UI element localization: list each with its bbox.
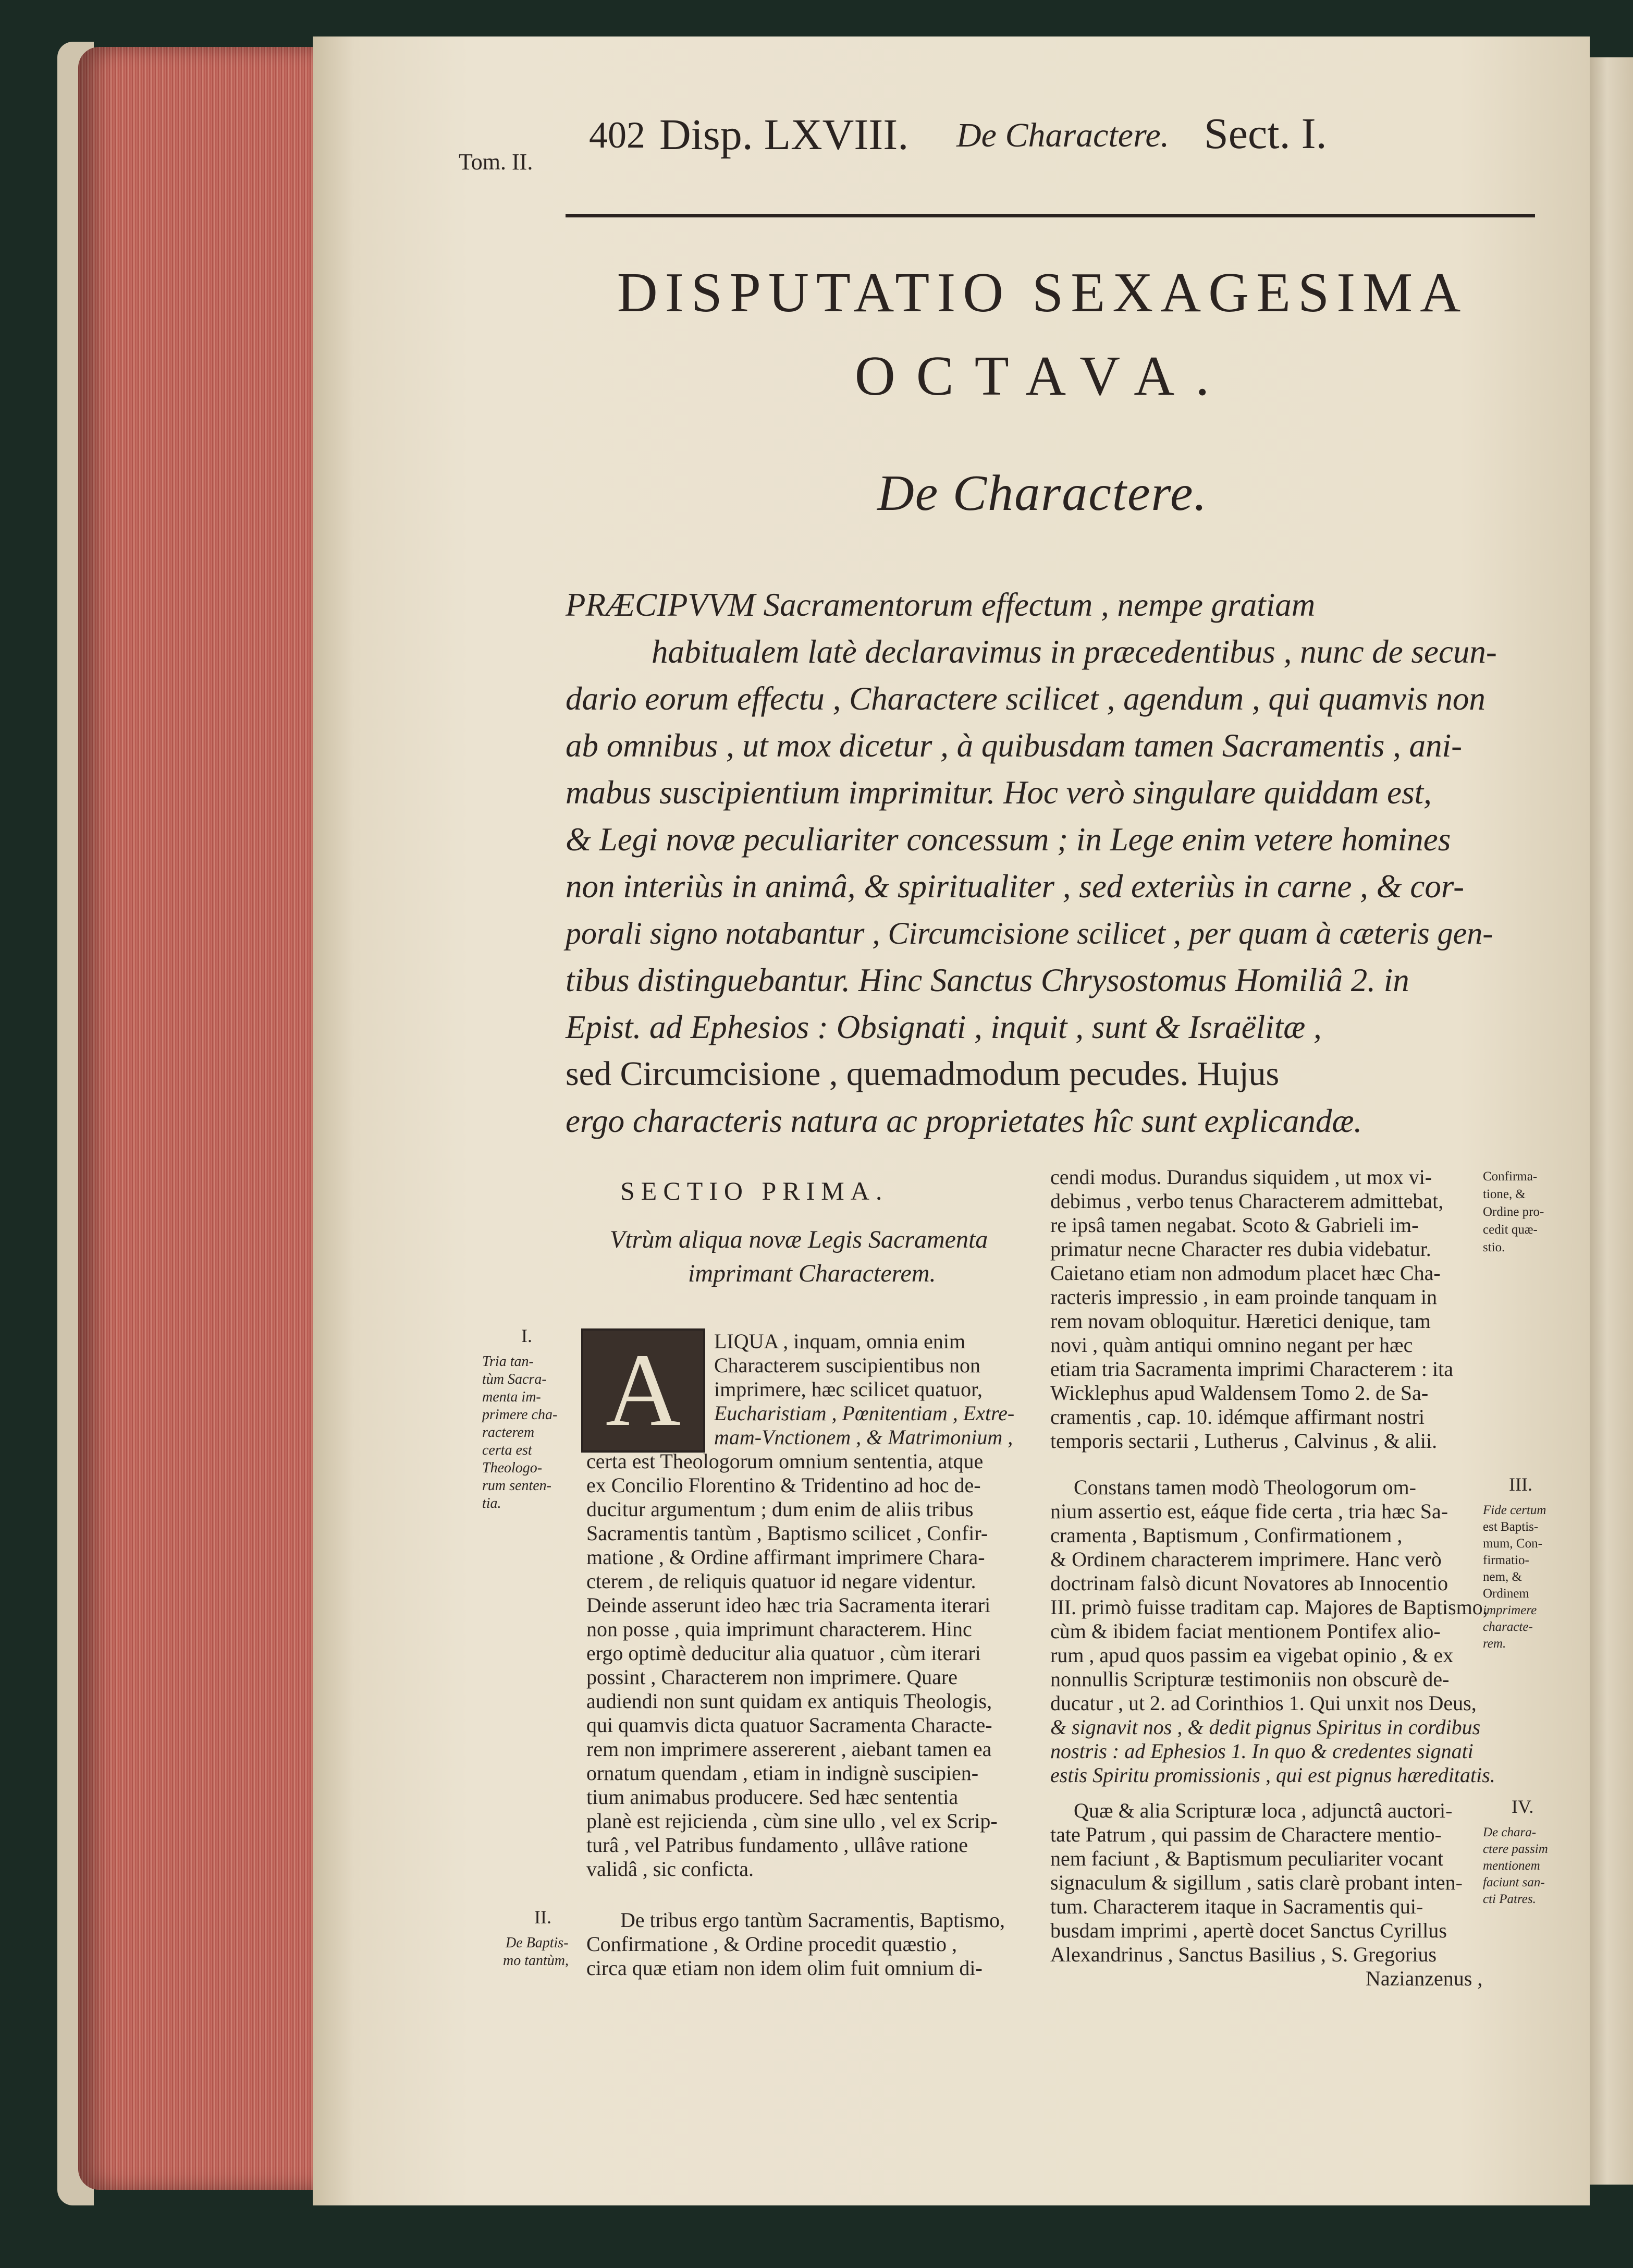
margin-note-line: Fide certum <box>1483 1503 1546 1517</box>
left-col-line: ergo optimè deducitur alia quatuor , cùm iterari <box>586 1641 981 1665</box>
header-topic: De Charactere. <box>956 116 1170 154</box>
disputation-title-line1: DISPUTATIO SEXAGESIMA <box>617 262 1468 324</box>
intro-line: ergo characteris natura ac proprietates hîc sunt explicandæ. <box>566 1103 1362 1139</box>
right-col-line: rum , apud quos passim ea vigebat opinio , & ex <box>1050 1643 1454 1667</box>
header-section: Sect. I. <box>1204 109 1327 158</box>
right-col-line: etiam tria Sacramenta imprimi Characterem : ita <box>1050 1357 1454 1381</box>
margin-note-line: characte- <box>1483 1620 1533 1634</box>
margin-note-line: mum, Con- <box>1483 1537 1542 1551</box>
right-col-line: doctrinam falsò dicunt Novatores ab Innocentio <box>1050 1571 1448 1595</box>
right-col-line: busdam imprimi , apertè docet Sanctus Cyrillus <box>1050 1919 1447 1942</box>
right-col-line: cramenta , Baptismum , Confirmationem , <box>1050 1523 1403 1547</box>
margin-number: III. <box>1509 1474 1532 1495</box>
margin-note-line: Tria tan- <box>482 1354 534 1370</box>
intro-line: Epist. ad Ephesios : Obsignati , inquit , sunt & Israëlitæ , <box>566 1009 1322 1045</box>
left-col-line: possint , Characterem non imprimere. Quare <box>586 1665 957 1689</box>
decorated-initial <box>581 1328 705 1453</box>
right-col-line: Quæ & alia Scripturæ loca , adjunctâ auctori- <box>1074 1799 1453 1822</box>
right-col-line: Wicklephus apud Waldensem Tomo 2. de Sa- <box>1050 1381 1429 1405</box>
margin-note-line: mentionem <box>1483 1859 1540 1873</box>
header-page-number: 402 <box>589 114 645 156</box>
intro-line: dario eorum effectu , Charactere scilicet , agendum , qui quamvis non <box>566 680 1485 717</box>
right-col-line: nonnullis Scripturæ testimoniis non obscurè de- <box>1050 1667 1450 1691</box>
margin-note-line: tia. <box>482 1495 501 1511</box>
section-question-line2: imprimant Characterem. <box>688 1260 936 1287</box>
left-col-line: non posse , quia imprimunt characterem. Hinc <box>586 1617 972 1641</box>
right-col-line: re ipsâ tamen negabat. Scoto & Gabrieli im- <box>1050 1213 1419 1237</box>
margin-note-line: Ordinem <box>1483 1587 1529 1601</box>
facing-page-edge <box>1590 57 1633 2185</box>
disputation-title-line2: OCTAVA. <box>854 345 1231 407</box>
margin-note-line: cti Patres. <box>1483 1892 1536 1906</box>
header-tom: Tom. II. <box>459 149 533 175</box>
margin-note-line: tùm Sacra- <box>482 1371 547 1387</box>
left-col-line: ducitur argumentum ; dum enim de aliis tribus <box>586 1497 974 1521</box>
margin-note-line: nem, & <box>1483 1570 1522 1584</box>
intro-line: habitualem latè declaravimus in præcedentibus , nunc de secun- <box>652 633 1497 670</box>
right-col-line: cramentis , cap. 10. idémque affirmant nostri <box>1050 1405 1425 1429</box>
right-col-line: racteris impressio , in eam proinde tanquam in <box>1050 1285 1438 1309</box>
margin-note-line: rum senten- <box>482 1478 551 1494</box>
margin-note-line: est Baptis- <box>1483 1520 1539 1534</box>
right-col-line: cendi modus. Durandus siquidem , ut mox vi- <box>1050 1165 1432 1189</box>
left-col-line: Eucharistiam , Pœnitentiam , Extre- <box>714 1401 1015 1425</box>
right-col-line: debimus , verbo tenus Characterem admittebat, <box>1050 1189 1444 1213</box>
left-col-line: matione , & Ordine affirmant imprimere Chara- <box>586 1545 985 1569</box>
left-col-line: tium animabus producere. Sed hæc sententia <box>586 1785 959 1809</box>
dropcap-letter: A <box>605 1333 681 1448</box>
left-col-line: Sacramentis tantùm , Baptismo scilicet , Confir- <box>586 1521 988 1545</box>
margin-note-line: cedit quæ- <box>1483 1223 1538 1237</box>
left-col-line: Characterem suscipientibus non <box>714 1354 980 1377</box>
right-col-line: nium assertio est, eáque fide certa , tria hæc Sa- <box>1050 1499 1448 1523</box>
right-col-line: primatur necne Character res dubia videbatur. <box>1050 1237 1431 1261</box>
right-col-line: nostris : ad Ephesios 1. In quo & credentes signati <box>1050 1739 1474 1763</box>
right-col-line: III. primò fuisse traditam cap. Majores de Baptismo, <box>1050 1595 1488 1619</box>
left-col-line: ornatum quendam , etiam in indignè suscipien- <box>586 1761 979 1785</box>
left-col-line: ex Concilio Florentino & Tridentino ad hoc de- <box>586 1473 981 1497</box>
left-col-line: De tribus ergo tantùm Sacramentis, Baptismo, <box>620 1908 1005 1932</box>
intro-line: ab omnibus , ut mox dicetur , à quibusdam tamen Sacramentis , ani- <box>566 727 1463 764</box>
left-col-line: imprimere, hæc scilicet quatuor, <box>714 1377 983 1401</box>
margin-note-line: tione, & <box>1483 1187 1526 1201</box>
right-col-line: rem novam obloquitur. Hæretici denique, tam <box>1050 1309 1431 1333</box>
margin-note-line: Theologo- <box>482 1460 543 1476</box>
margin-number: I. <box>521 1325 532 1346</box>
right-col-line: cùm & ibidem faciat mentionem Pontifex alio- <box>1050 1619 1441 1643</box>
margin-note-line: certa est <box>482 1442 532 1458</box>
intro-line: sed Circumcisione , quemadmodum pecudes. Hujus <box>566 1055 1280 1093</box>
left-col-line: audiendi non sunt quidam ex antiquis Theologis, <box>586 1689 992 1713</box>
left-col-line: certa est Theologorum omnium sententia, atque <box>586 1449 984 1473</box>
right-col-line: nem faciunt , & Baptismum peculiariter vocant <box>1050 1847 1444 1870</box>
right-col-line: Constans tamen modò Theologorum om- <box>1074 1476 1416 1499</box>
header-disputation: Disp. LXVIII. <box>659 111 909 159</box>
margin-note-line: faciunt san- <box>1483 1875 1545 1889</box>
right-col-line: & signavit nos , & dedit pignus Spiritus in cordibus <box>1050 1715 1481 1739</box>
intro-line: PRÆCIPVVM Sacramentorum effectum , nempe gratiam <box>566 587 1316 623</box>
left-col-line: Deinde asserunt ideo hæc tria Sacramenta iterari <box>586 1593 991 1617</box>
margin-note-line: Confirma- <box>1483 1169 1538 1184</box>
right-col-line: Alexandrinus , Sanctus Basilius , S. Gregorius <box>1050 1943 1437 1966</box>
right-col-line: novi , quàm antiqui omnino negant per hæc <box>1050 1333 1413 1357</box>
margin-note-line: ctere passim <box>1483 1842 1548 1856</box>
margin-note-line: imprimere <box>1483 1603 1537 1617</box>
section-heading: SECTIO PRIMA. <box>620 1176 889 1205</box>
left-col-line: circa quæ etiam non idem olim fuit omnium di- <box>586 1956 983 1980</box>
left-col-line: Confirmatione , & Ordine procedit quæstio , <box>586 1932 957 1956</box>
section-question-line1: Vtrùm aliqua novæ Legis Sacramenta <box>610 1226 988 1253</box>
right-col-line: Nazianzenus , <box>1366 1967 1483 1990</box>
margin-note-line: racterem <box>482 1424 535 1441</box>
intro-line: porali signo notabantur , Circumcisione scilicet , per quam à cæteris gen- <box>566 916 1493 950</box>
right-col-line: tate Patrum , qui passim de Charactere mentio- <box>1050 1823 1442 1846</box>
margin-note-line: De Baptis- <box>506 1935 569 1951</box>
margin-note-line: firmatio- <box>1483 1553 1529 1567</box>
margin-note-line: stio. <box>1483 1240 1505 1254</box>
left-col-line: LIQUA , inquam, omnia enim <box>714 1330 966 1353</box>
left-col-line: turâ , vel Patribus fundamento , ullâve ratione <box>586 1833 968 1857</box>
intro-line: & Legi novæ peculiariter concessum ; in Lege enim vetere homines <box>566 821 1451 858</box>
intro-line: tibus distinguebantur. Hinc Sanctus Chrysostomus Homiliâ 2. in <box>566 962 1409 998</box>
right-col-line: signaculum & sigillum , satis clarè probant inten- <box>1050 1871 1463 1894</box>
margin-note-line: primere cha- <box>482 1407 558 1423</box>
right-col-line: temporis sectarii , Lutherus , Calvinus , & alii. <box>1050 1429 1438 1453</box>
disputation-subtitle: De Charactere. <box>877 465 1208 521</box>
left-col-line: mam-Vnctionem , & Matrimonium , <box>714 1425 1013 1449</box>
margin-number: II. <box>534 1907 551 1928</box>
right-col-line: tum. Characterem itaque in Sacramentis qui- <box>1050 1895 1423 1918</box>
right-col-line: Caietano etiam non admodum placet hæc Cha- <box>1050 1261 1441 1285</box>
left-col-line: rem non imprimere assererent , aiebant tamen ea <box>586 1737 992 1761</box>
page-fore-edge <box>78 47 349 2190</box>
intro-line: non interiùs in animâ, & spiritualiter , sed exteriùs in carne , & cor- <box>566 868 1465 905</box>
margin-note-line: De chara- <box>1483 1825 1537 1839</box>
right-col-line: estis Spiritu promissionis , qui est pignus hæreditatis. <box>1050 1763 1495 1787</box>
right-col-line: & Ordinem characterem imprimere. Hanc verò <box>1050 1547 1442 1571</box>
margin-note-line: menta im- <box>482 1389 541 1405</box>
margin-number: IV. <box>1512 1796 1534 1817</box>
margin-note-line: Ordine pro- <box>1483 1205 1544 1219</box>
header-rule <box>566 214 1535 217</box>
left-col-line: planè est rejicienda , cùm sine ullo , vel ex Scrip- <box>586 1809 998 1833</box>
intro-line: mabus suscipientium imprimitur. Hoc verò singulare quiddam est, <box>566 774 1432 811</box>
left-col-line: qui quamvis dicta quatuor Sacramenta Characte- <box>586 1713 992 1737</box>
left-col-line: validâ , sic conficta. <box>586 1857 754 1881</box>
margin-note-line: rem. <box>1483 1637 1506 1651</box>
margin-note-line: mo tantùm, <box>503 1953 569 1969</box>
left-col-line: cterem , de reliquis quatuor id negare videntur. <box>586 1569 976 1593</box>
right-col-line: ducatur , ut 2. ad Corinthios 1. Qui unxit nos Deus, <box>1050 1691 1477 1715</box>
